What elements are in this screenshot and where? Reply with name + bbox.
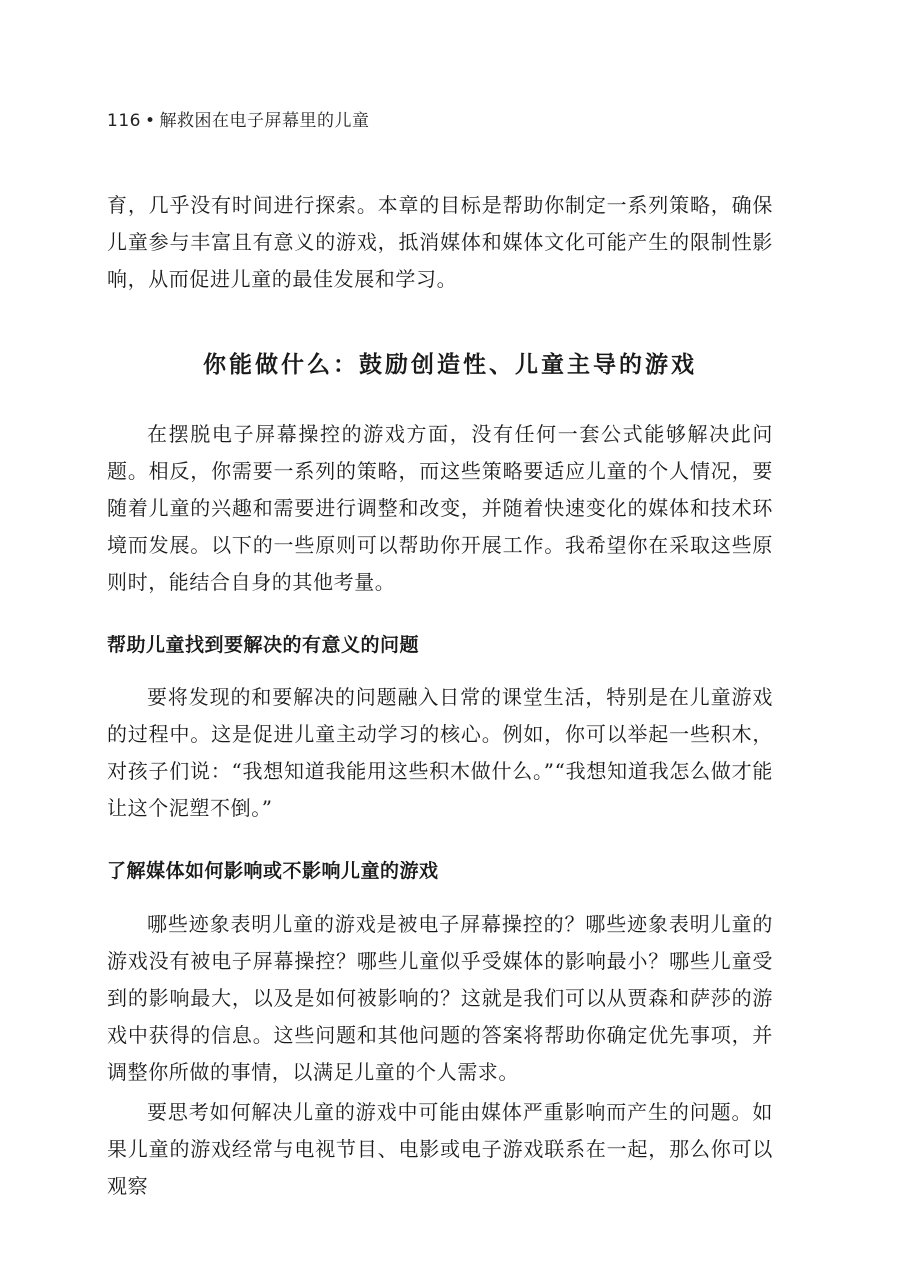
- page-number: 116: [107, 111, 141, 131]
- subheading-meaningful-problems: 帮助儿童找到要解决的有意义的问题: [107, 634, 420, 656]
- paragraph-solve-problems: 要思考如何解决儿童的游戏中可能由媒体严重影响而产生的问题。如果儿童的游戏经常与电视节目、电影或电子游戏联系在一起，那么你可以观察: [107, 1100, 773, 1198]
- section-paragraph: 在摆脱电子屏幕操控的游戏方面，没有任何一套公式能够解决此问题。相反，你需要一系列的策略，而这些策略要适应儿童的个人情况，要随着儿童的兴趣和需要进行调整和改变，并随着快速变化的媒体和技术环境而发展。以下的一些原则可以帮助你开展工作。我希望你在采取这些原则时，能结合自身的其他考量。: [107, 422, 773, 594]
- book-title: 解救困在电子屏幕里的儿童: [159, 111, 370, 131]
- intro-paragraph: 育，几乎没有时间进行探索。本章的目标是帮助你制定一系列策略，确保儿童参与丰富且有意义的游戏，抵消媒体和媒体文化可能产生的限制性影响，从而促进儿童的最佳发展和学习。: [107, 193, 773, 291]
- section-title: 你能做什么：鼓励创造性、儿童主导的游戏: [203, 352, 697, 378]
- paragraph-meaningful-problems: 要将发现的和要解决的问题融入日常的课堂生活，特别是在儿童游戏的过程中。这是促进儿童主动学习的核心。例如，你可以举起一些积木，对孩子们说：“我想知道我能用这些积木做什么。”“我想知道我怎么做才能让这个泥塑不倒。”: [107, 685, 773, 820]
- paragraph-media-influence: 哪些迹象表明儿童的游戏是被电子屏幕操控的？哪些迹象表明儿童的游戏没有被电子屏幕操控？哪些儿童似乎受媒体的影响最小？哪些儿童受到的影响最大，以及是如何被影响的？这就是我们可以从贾森和萨莎的游戏中获得的信息。这些问题和其他问题的答案将帮助你确定优先事项，并调整你所做的事情，以满足儿童的个人需求。: [107, 912, 773, 1084]
- running-header: [107, 106, 369, 131]
- header-separator: •: [144, 111, 156, 131]
- subheading-media-influence: 了解媒体如何影响或不影响儿童的游戏: [107, 860, 439, 882]
